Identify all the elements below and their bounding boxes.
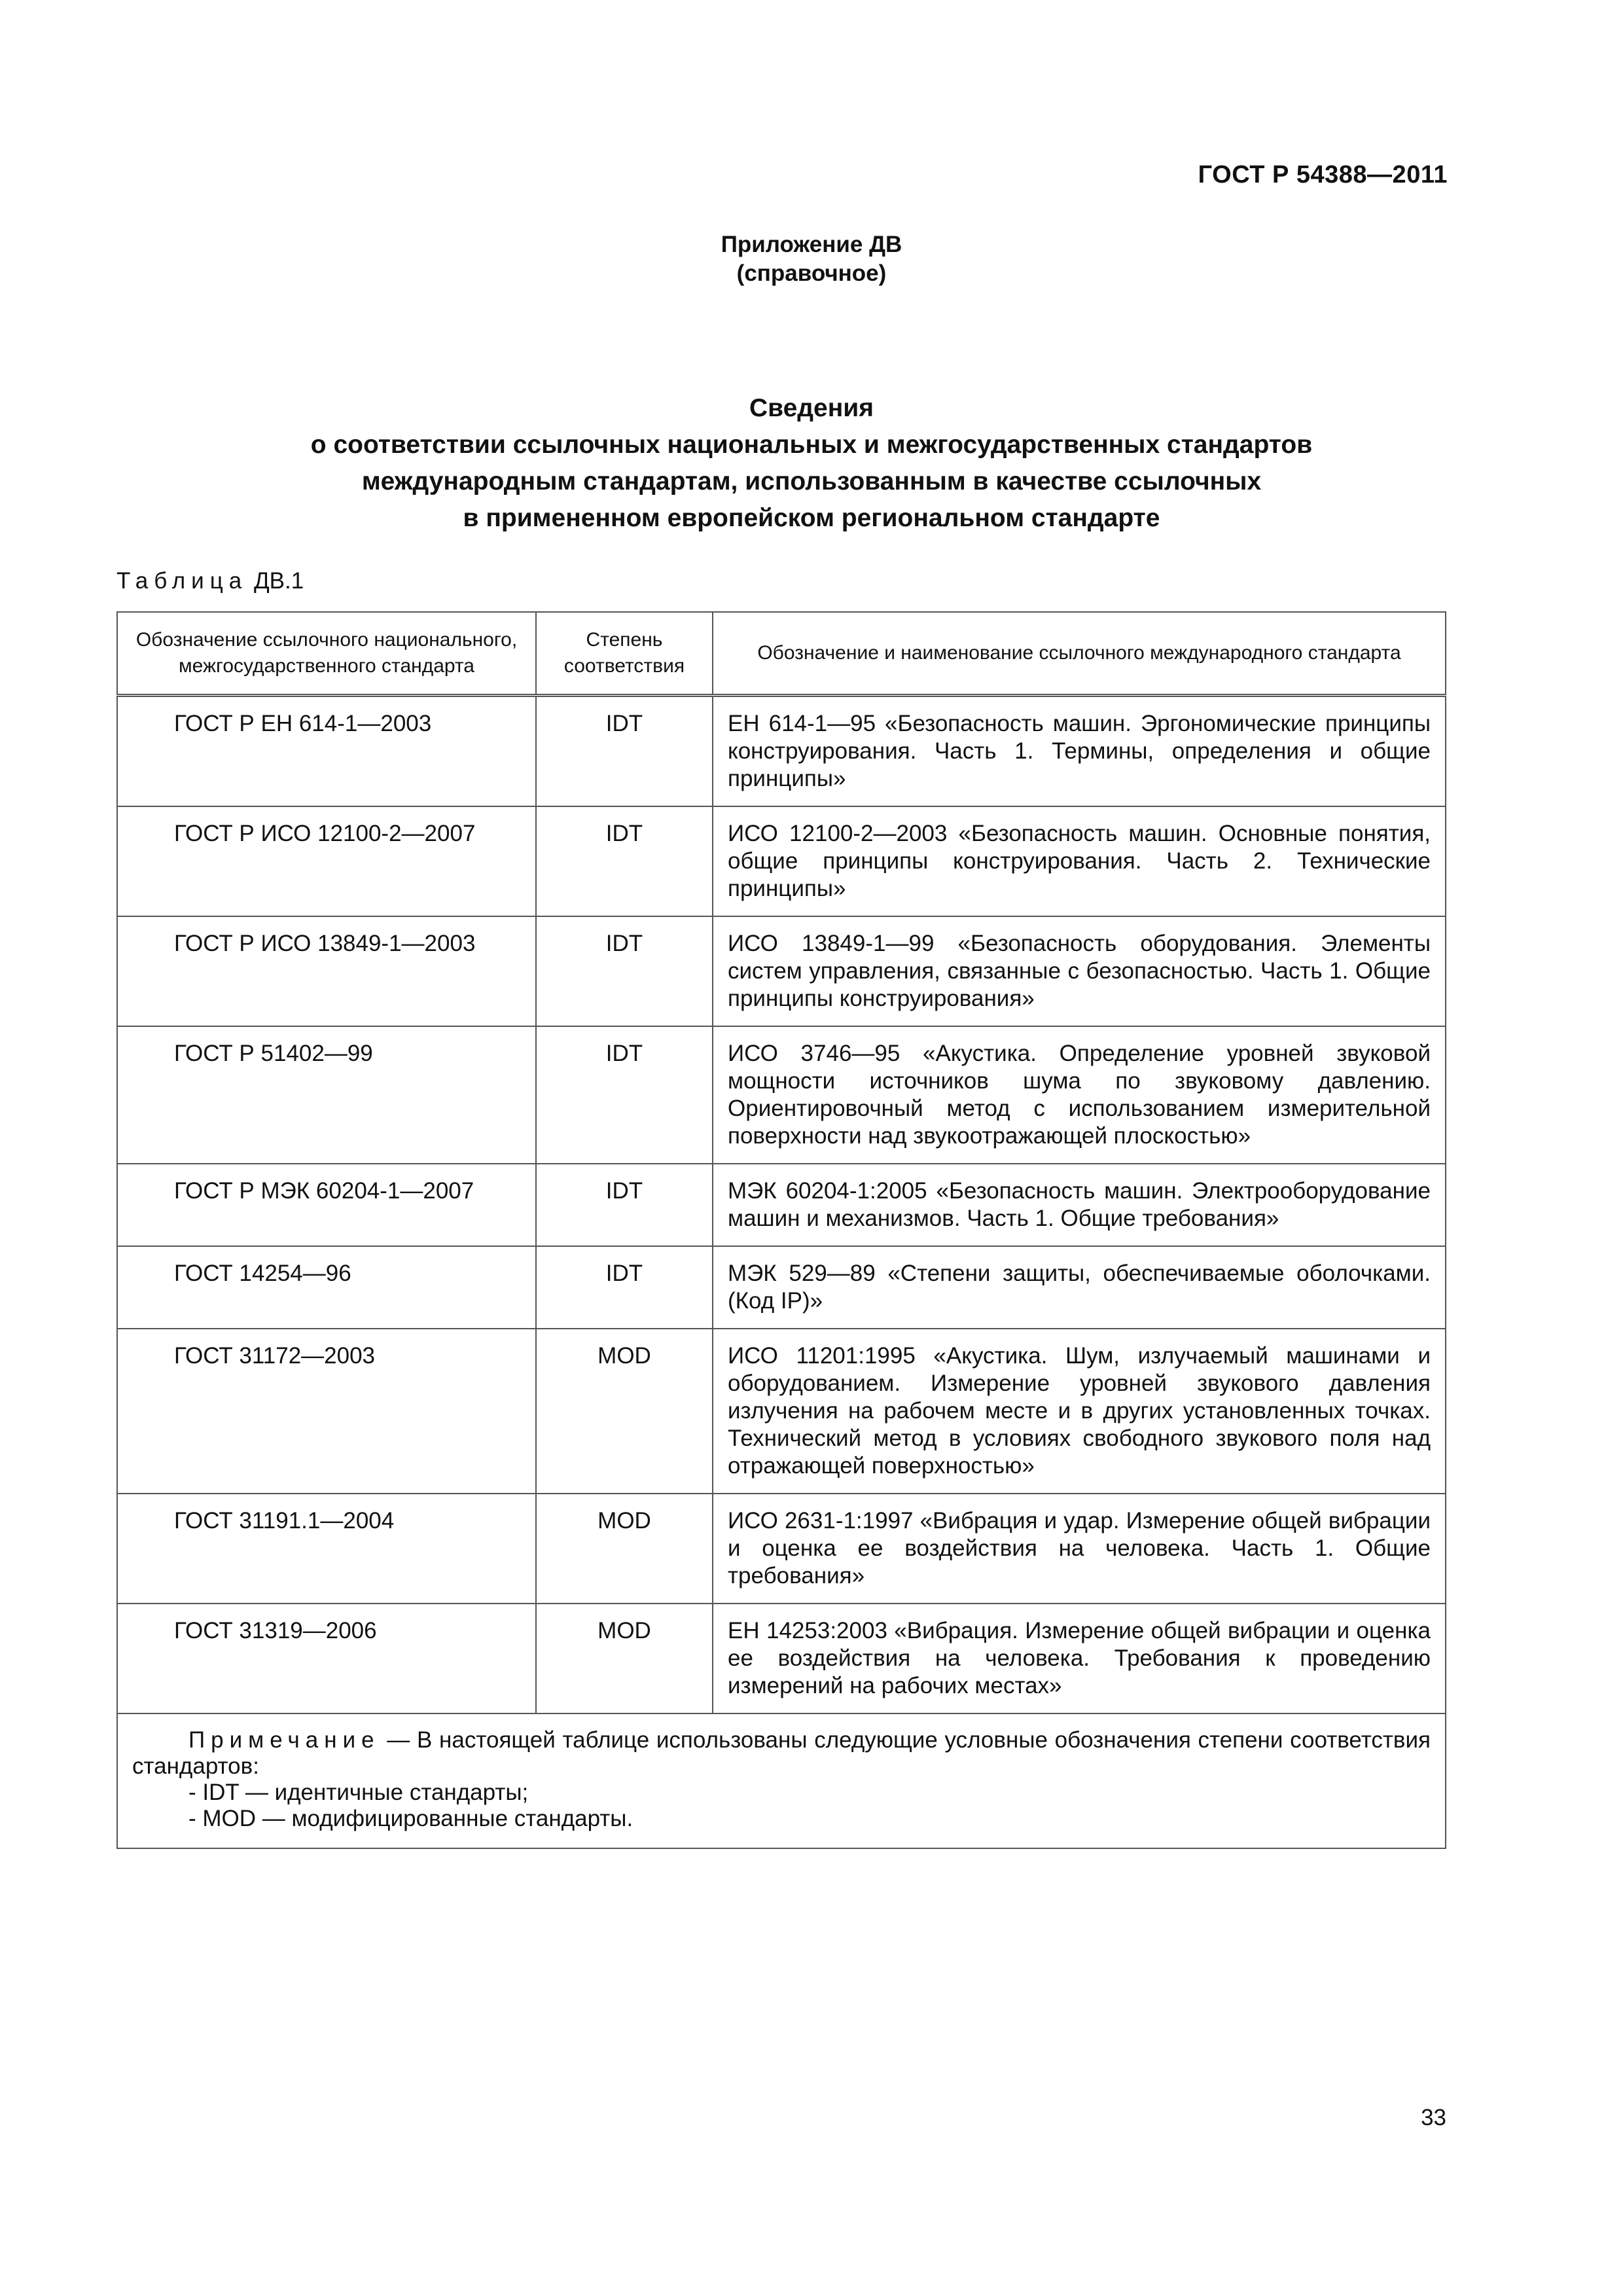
appendix-title: Приложение ДВ [721, 232, 902, 257]
heading-line-3: международным стандартам, использованным в качестве ссылочных [361, 467, 1262, 495]
header-national-standard: Обозначение ссылочного национального, межгосударственного стандарта [117, 612, 536, 696]
table-caption-number: ДВ.1 [253, 568, 304, 594]
national-standard-cell: ГОСТ Р ИСО 12100-2—2007 [117, 806, 536, 916]
table-row [117, 1026, 1446, 1164]
table-caption [116, 568, 304, 594]
degree-cell: IDT [536, 1246, 713, 1329]
degree-cell: MOD [536, 1494, 713, 1604]
standards-table [116, 611, 1446, 1849]
table-row [117, 806, 1446, 916]
note-indent [132, 1727, 188, 1753]
heading-line-2: о соответствии ссылочных национальных и межгосударственных стандартов [310, 431, 1313, 459]
note-item-mod: - MOD — модифицированные стандарты. [188, 1806, 633, 1831]
degree-cell: MOD [536, 1329, 713, 1494]
international-standard-cell: ЕН 14253:2003 «Вибрация. Измерение общей вибрации и оценка ее воздействия на человека. Требования к проведению измерений на рабочих местах» [713, 1604, 1446, 1713]
international-standard-cell: ИСО 2631-1:1997 «Вибрация и удар. Измерение общей вибрации и оценка ее воздействия на человека. Часть 1. Общие требования» [713, 1494, 1446, 1604]
international-standard-cell: ИСО 12100-2—2003 «Безопасность машин. Основные понятия, общие принципы конструирования. Часть 2. Технические принципы» [713, 806, 1446, 916]
national-standard-cell: ГОСТ Р ЕН 614-1—2003 [117, 696, 536, 807]
national-standard-cell: ГОСТ 31319—2006 [117, 1604, 536, 1713]
national-standard-cell: ГОСТ 14254—96 [117, 1246, 536, 1329]
degree-cell: IDT [536, 1026, 713, 1164]
national-standard-cell: ГОСТ Р МЭК 60204-1—2007 [117, 1164, 536, 1246]
table-row [117, 1329, 1446, 1494]
table-row [117, 1604, 1446, 1713]
international-standard-cell: ЕН 614-1—95 «Безопасность машин. Эргономические принципы конструирования. Часть 1. Термины, определения и общие принципы» [713, 696, 1446, 807]
table-note-row [117, 1713, 1446, 1848]
note-text: — В настоящей таблице использованы следующие условные обозначения степени соответствия стандартов: [132, 1727, 1431, 1779]
international-standard-cell: ИСО 13849-1—99 «Безопасность оборудования. Элементы систем управления, связанные с безопасностью. Часть 1. Общие принципы конструирования» [713, 916, 1446, 1026]
international-standard-cell: ИСО 11201:1995 «Акустика. Шум, излучаемый машинами и оборудованием. Измерение уровней звукового давления излучения на рабочем месте и в других установленных точках. Технический метод в условиях свободного звукового поля над отражающей поверхностью» [713, 1329, 1446, 1494]
national-standard-cell: ГОСТ 31191.1—2004 [117, 1494, 536, 1604]
international-standard-cell: МЭК 529—89 «Степени защиты, обеспечиваемые оболочками. (Код IP)» [713, 1246, 1446, 1329]
table-row [117, 1164, 1446, 1246]
header-international-standard: Обозначение и наименование ссылочного международного стандарта [713, 612, 1446, 696]
section-heading [0, 390, 1623, 537]
appendix-heading [0, 230, 1623, 288]
note-label: Примечание [188, 1727, 380, 1753]
heading-line-1: Сведения [749, 394, 874, 422]
international-standard-cell: МЭК 60204-1:2005 «Безопасность машин. Электрооборудование машин и механизмов. Часть 1. Общие требования» [713, 1164, 1446, 1246]
note-item-idt: - IDT — идентичные стандарты; [188, 1780, 529, 1805]
header-degree: Степень соответствия [536, 612, 713, 696]
table-header-row [117, 612, 1446, 696]
national-standard-cell: ГОСТ Р ИСО 13849-1—2003 [117, 916, 536, 1026]
heading-line-4: в примененном европейском региональном стандарте [463, 504, 1160, 532]
national-standard-cell: ГОСТ Р 51402—99 [117, 1026, 536, 1164]
degree-cell: IDT [536, 916, 713, 1026]
table-row [117, 1246, 1446, 1329]
degree-cell: IDT [536, 1164, 713, 1246]
degree-cell: MOD [536, 1604, 713, 1713]
national-standard-cell: ГОСТ 31172—2003 [117, 1329, 536, 1494]
appendix-subtitle: (справочное) [736, 260, 887, 286]
table-caption-label: Таблица [116, 568, 248, 594]
document-code: ГОСТ Р 54388—2011 [1198, 161, 1448, 188]
table-note [117, 1713, 1446, 1848]
page-number: 33 [1421, 2105, 1446, 2130]
table-row [117, 696, 1446, 807]
table-row [117, 1494, 1446, 1604]
international-standard-cell: ИСО 3746—95 «Акустика. Определение уровней звуковой мощности источников шума по звуковому давлению. Ориентировочный метод с использованием измерительной поверхности над звукоотражающей плоскостью» [713, 1026, 1446, 1164]
degree-cell: IDT [536, 696, 713, 807]
degree-cell: IDT [536, 806, 713, 916]
table-row [117, 916, 1446, 1026]
